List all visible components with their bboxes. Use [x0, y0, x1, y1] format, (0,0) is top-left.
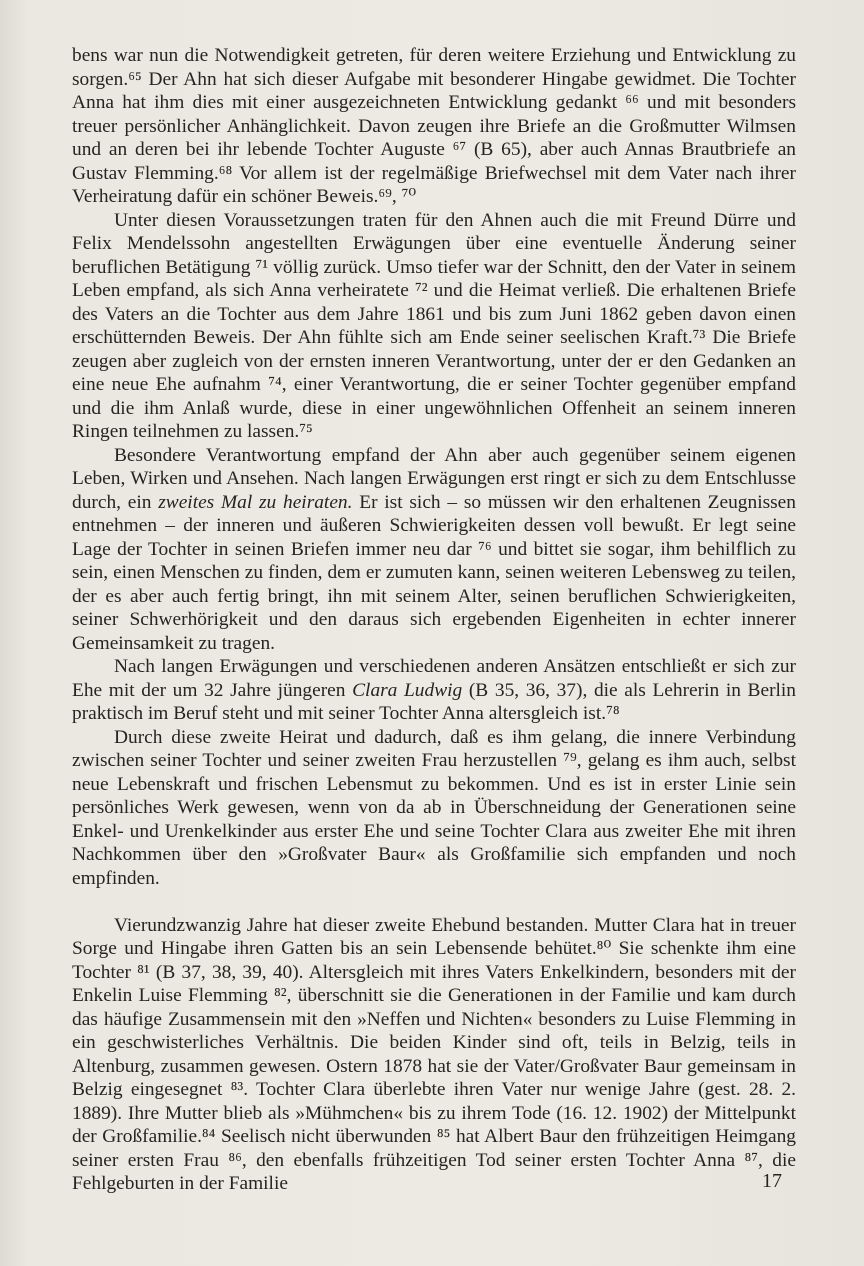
paragraph-6: Vierundzwanzig Jahre hat dieser zweite Ehebund bestanden. Mutter Clara hat in treuer Sorge und Hingabe ihren Gatten bis an sein Lebensende behütet.⁸⁰ Sie schenkte ihm eine Tochter ⁸¹ (B 37, 38, 39, 40). Altersgleich mit ihres Vaters Enkelkindern, besonders mit der Enkelin Luise Flemming ⁸², überschnitt sie die Generationen in der Familie und kam durch das häufige Zusammensein mit den »Neffen und Nichten« besonders zu Luise Flemming in ein geschwisterliches Verhältnis. Die beiden Kinder sind oft, teils in Belzig, teils in Altenburg, zusammen gewesen. Ostern 1878 hat sie der Vater/Großvater Baur gemeinsam in Belzig eingesegnet ⁸³. Tochter Clara überlebte ihren Vater nur wenige Jahre (gest. 28. 2. 1889). Ihre Mutter blieb als »Mühmchen« bis zu ihrem Tode (16. 12. 1902) der Mittelpunkt der Großfamilie.⁸⁴ Seelisch nicht überwunden ⁸⁵ hat Albert Baur den frühzeitigen Heimgang seiner ersten Frau ⁸⁶, den ebenfalls frühzeitigen Tod seiner ersten Tochter Anna ⁸⁷, die Fehlgeburten in der Familie	[72, 914, 796, 1194]
body-text	[72, 44, 796, 1196]
paragraph-3-start: Besondere Verantwortung empfand der Ahn aber auch gegenüber seinem eigenen Leben, Wirken und Ansehen. Nach langen Erwägungen erst ringt er sich zu dem Entschlusse durch, ein	[72, 444, 796, 513]
paragraph-3-emphasis: zweites Mal zu heiraten.	[158, 491, 353, 513]
paragraph-4-end: (B 35, 36, 37), die als Lehrerin in Berlin praktisch im Beruf steht und mit seiner Tochter Anna altersgleich ist.⁷⁸	[72, 679, 797, 724]
page-number: 17	[762, 1170, 782, 1192]
paragraph-3-end: Er ist sich – so müssen wir den erhaltenen Zeugnissen entnehmen – der inneren und äußeren Schwierigkeiten dessen voll bewußt. Er legt seine Lage der Tochter in seinen Briefen immer neu dar ⁷⁶ und bittet sie sogar, ihm behilflich zu sein, einen Menschen zu finden, dem er zumuten kann, seinen weiteren Lebensweg zu teilen, der es aber auch fertig bringt, ihn mit seinem Alter, seinen beruflichen Schwierigkeiten, seiner Schwerhörigkeit und den daraus sich ergebenden Eigenheiten in echter innerer Gemeinsamkeit zu tragen.	[72, 491, 796, 654]
paragraph-2: Unter diesen Voraussetzungen traten für den Ahnen auch die mit Freund Dürre und Felix Mendelssohn angestellten Erwägungen über eine eventuelle Änderung seiner beruflichen Betätigung ⁷¹ völlig zurück. Umso tiefer war der Schnitt, den der Vater in seinem Leben empfand, als sich Anna verheiratete ⁷² und die Heimat verließ. Die erhaltenen Briefe des Vaters an die Tochter aus dem Jahre 1861 und bis zum Juni 1862 geben davon einen erschütternden Beweis. Der Ahn fühlte sich am Ende seiner seelischen Kraft.⁷³ Die Briefe zeugen aber zugleich von der ernsten inneren Verantwortung, unter der er den Gedanken an eine neue Ehe aufnahm ⁷⁴, einer Verantwortung, die er seiner Tochter gegenüber empfand und die ihm Anlaß wurde, diese in einer ungewöhnlichen Offenheit an seinem inneren Ringen teilnehmen zu lassen.⁷⁵	[72, 209, 796, 442]
paragraph-5: Durch diese zweite Heirat und dadurch, daß es ihm gelang, die innere Verbindung zwischen seiner Tochter und seiner zweiten Frau herzustellen ⁷⁹, gelang es ihm auch, selbst neue Lebenskraft und frischen Lebensmut zu bekommen. Und es ist in erster Linie sein persönliches Werk gewesen, wenn von da ab in Überschneidung der Generationen seine Enkel- und Urenkelkinder aus erster Ehe und seine Tochter Clara aus zweiter Ehe mit ihren Nachkommen über den »Großvater Baur« als Großfamilie sich empfanden und noch empfinden.	[72, 726, 796, 889]
paragraph-3	[72, 444, 796, 656]
paragraph-1: bens war nun die Notwendigkeit getreten, für deren weitere Erziehung und Entwicklung zu sorgen.⁶⁵ Der Ahn hat sich dieser Aufgabe mit besonderer Hingabe gewidmet. Die Tochter Anna hat ihm dies mit einer ausgezeichneten Entwicklung gedankt ⁶⁶ und mit besonders treuer persönlicher Anhänglichkeit. Davon zeugen ihre Briefe an die Großmutter Wilmsen und an deren bei ihr lebende Tochter Auguste ⁶⁷ (B 65), aber auch Annas Brautbriefe an Gustav Flemming.⁶⁸ Vor allem ist der regelmäßige Briefwechsel mit dem Vater nach ihrer Verheiratung dafür ein schöner Beweis.⁶⁹, ⁷⁰	[72, 45, 796, 207]
paragraph-4-start: Nach langen Erwägungen und verschiedenen anderen Ansätzen entschließt er sich zur Ehe mit der um 32 Jahre jüngeren	[72, 656, 796, 701]
paragraph-4	[72, 655, 796, 726]
paragraph-4-emphasis: Clara Ludwig	[352, 679, 463, 701]
